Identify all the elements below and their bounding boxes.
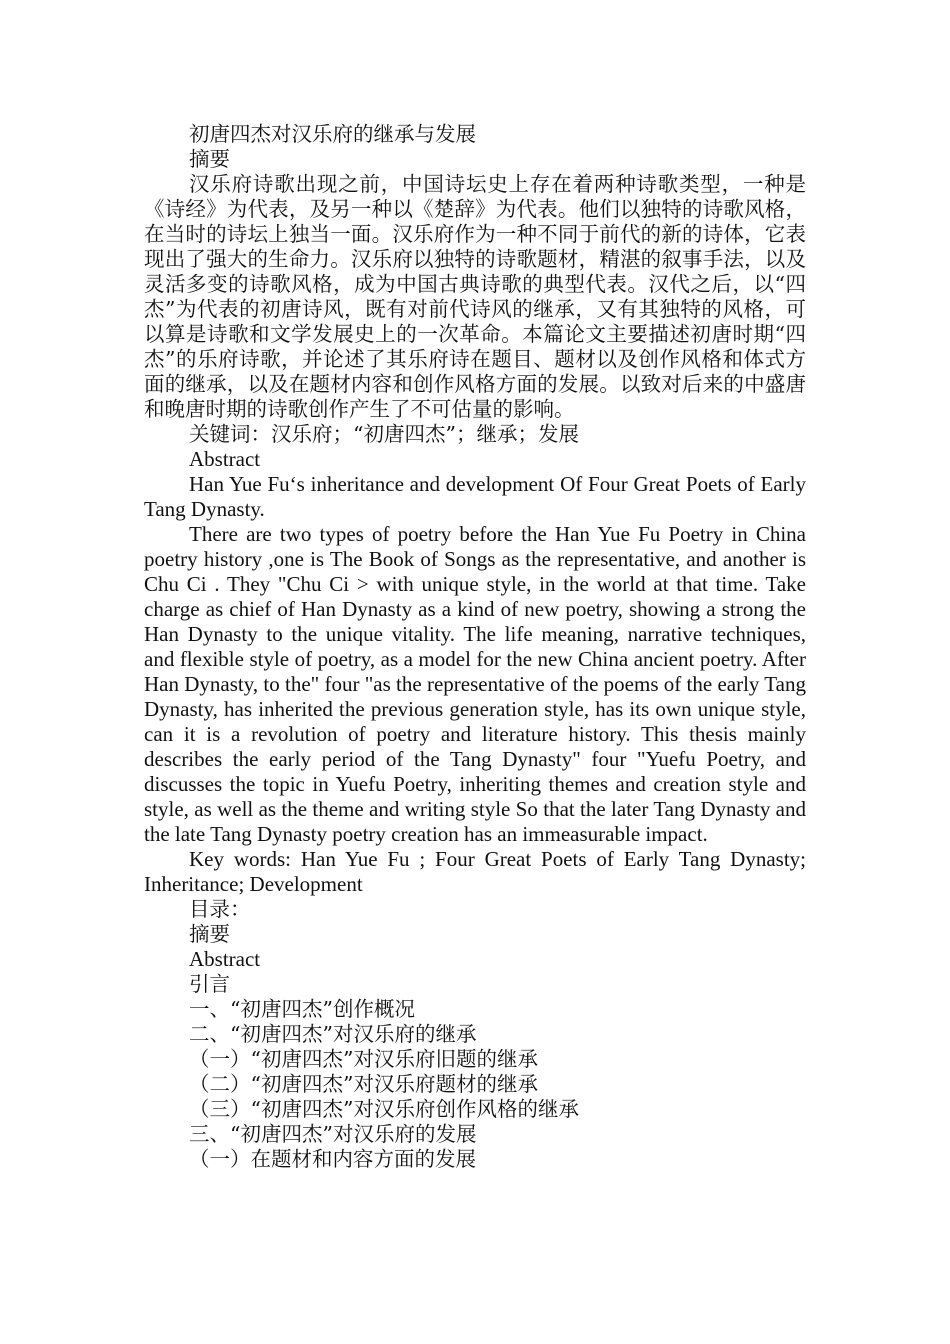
abstract-en-text: There are two types of poetry before the Han Yue Fu Poetry in China poetry history ,one is The Book of Songs as the representative, and another is Chu Ci . They "Chu Ci > with unique style, in the world at that time. Take charge as chief of Han Dynasty as a kind of new poetry, showing a strong the Han Dynasty to the unique vitality. The life meaning, narrative techniques, and flexible style of poetry, as a model for the new China ancient poetry. After Han Dynasty, to the" four "as the representative of the poems of the early Tang Dynasty, has inherited the previous generation style, has its own unique style, can it is a revolution of poetry and literature history. This thesis mainly describes the early period of the Tang Dynasty" four "Yuefu Poetry, and discusses the topic in Yuefu Poetry, inheriting themes and creation style and style, as well as the theme and writing style So that the later Tang Dynasty and the late Tang Dynasty poetry creation has an immeasurable impact. [144,522,806,846]
keywords-en: Key words: Han Yue Fu ; Four Great Poets of Early Tang Dynasty; Inheritance; Development [144,847,806,896]
toc-sub-item: （一）“初唐四杰”对汉乐府旧题的继承 [189,1047,538,1071]
toc-item: 三、“初唐四杰”对汉乐府的发展 [189,1122,477,1146]
toc-item: 摘要 [189,922,230,946]
toc-item: 二、“初唐四杰”对汉乐府的继承 [189,1022,477,1046]
abstract-cn-heading: 摘要 [189,147,230,171]
toc-item: 引言 [189,972,230,996]
toc-heading: 目录： [189,897,251,921]
toc-item: 一、“初唐四杰”创作概况 [189,997,415,1021]
toc-sub-item: （一）在题材和内容方面的发展 [189,1147,476,1171]
document-title: 初唐四杰对汉乐府的继承与发展 [189,122,476,146]
toc-item: Abstract [189,947,261,971]
toc-sub-item: （三）“初唐四杰”对汉乐府创作风格的继承 [189,1097,579,1121]
document-page [144,122,806,1172]
keywords-cn: 关键词：汉乐府；“初唐四杰”；继承；发展 [189,422,579,446]
abstract-cn-text: 汉乐府诗歌出现之前，中国诗坛史上存在着两种诗歌类型，一种是《诗经》为代表，及另一种以《楚辞》为代表。他们以独特的诗歌风格，在当时的诗坛上独当一面。汉乐府作为一种不同于前代的新的诗体，它表现出了强大的生命力。汉乐府以独特的诗歌题材，精湛的叙事手法，以及灵活多变的诗歌风格，成为中国古典诗歌的典型代表。汉代之后，以“四杰”为代表的初唐诗风，既有对前代诗风的继承，又有其独特的风格，可以算是诗歌和文学发展史上的一次革命。本篇论文主要描述初唐时期“四杰”的乐府诗歌，并论述了其乐府诗在题目、题材以及创作风格和体式方面的继承，以及在题材内容和创作风格方面的发展。以致对后来的中盛唐和晚唐时期的诗歌创作产生了不可估量的影响。 [144,172,806,421]
toc-sub-item: （二）“初唐四杰”对汉乐府题材的继承 [189,1072,538,1096]
title-en: Han Yue Fu‘s inheritance and development Of Four Great Poets of Early Tang Dynasty. [144,472,806,521]
abstract-en-heading: Abstract [189,447,261,471]
